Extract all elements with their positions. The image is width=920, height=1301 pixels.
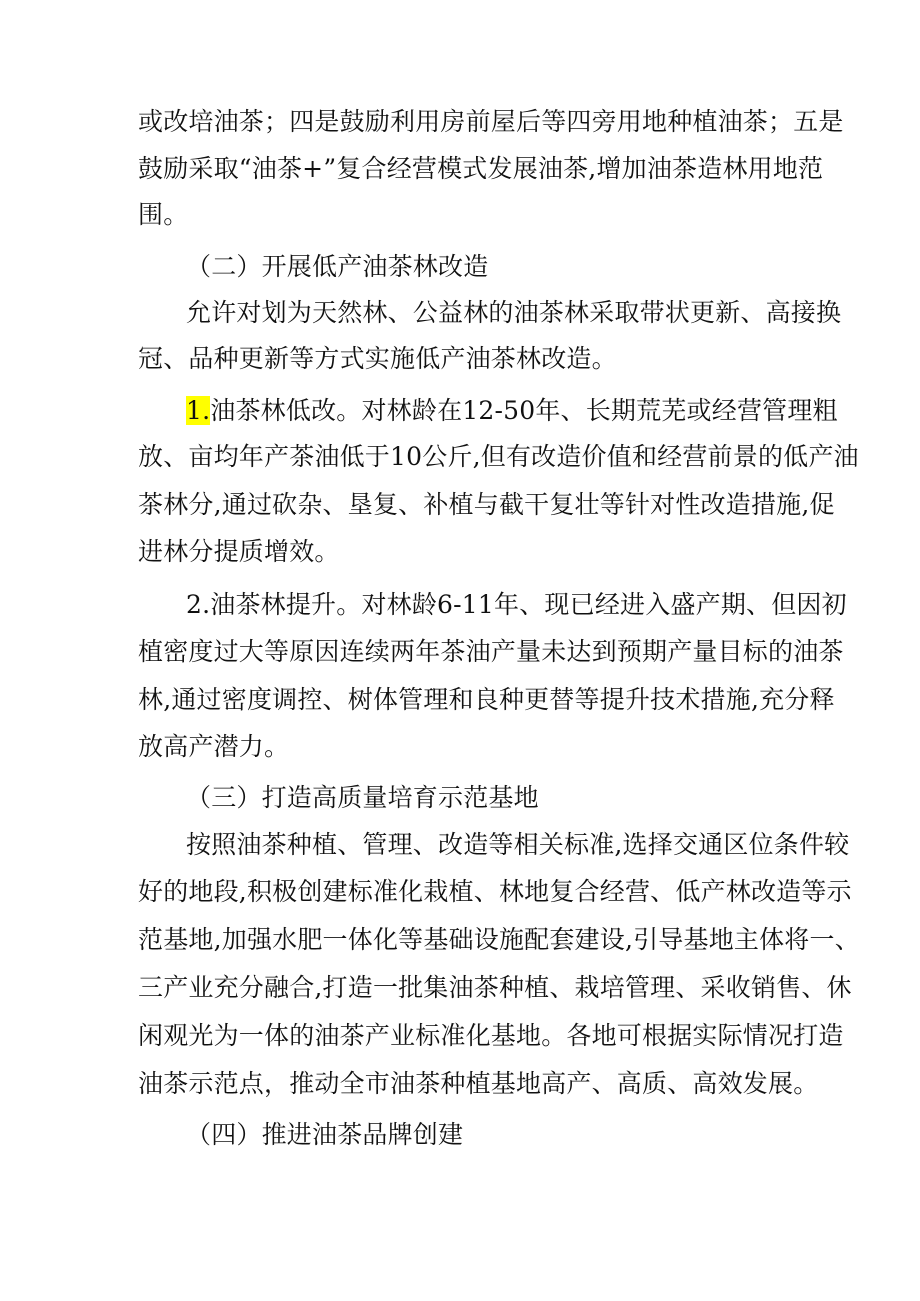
body-text-line: 三产业充分融合,打造一批集油茶种植、栽培管理、采收销售、休 [138, 973, 852, 1002]
body-text-line: 范基地,加强水肥一体化等基础设施配套建设,引导基地主体将一、 [138, 925, 860, 954]
body-text-line: 按照油茶种植、管理、改造等相关标准,选择交通区位条件较 [186, 830, 850, 859]
highlighted-list-number: 1. [186, 396, 211, 425]
body-text-line: 围。 [138, 200, 189, 229]
list-item-2-first-line: 2.油茶林提升。对林龄6-11年、现已经进入盛产期、但因初 [186, 590, 847, 619]
body-text-line: 进林分提质增效。 [138, 537, 340, 566]
body-text-line: 油茶示范点，推动全市油茶种植基地高产、高质、高效发展。 [138, 1069, 819, 1098]
list-item-1-text: 油茶林低改。对林龄在12-50年、长期荒芜或经营管理粗 [210, 396, 838, 425]
section-heading-4: （四）推进油茶品牌创建 [186, 1120, 464, 1149]
body-text-line: 林,通过密度调控、树体管理和良种更替等提升技术措施,充分释 [138, 685, 835, 714]
body-text-line: 放、亩均年产茶油低于10公斤,但有改造价值和经营前景的低产油 [138, 442, 859, 471]
body-text-line: 好的地段,积极创建标准化栽植、林地复合经营、低产林改造等示 [138, 877, 852, 906]
body-text-line: 茶林分,通过砍杂、垦复、补植与截干复壮等针对性改造措施,促 [138, 490, 835, 519]
list-item-1-first-line [186, 396, 846, 426]
body-text-line: 冠、品种更新等方式实施低产油茶林改造。 [138, 344, 617, 373]
section-heading-2: （二）开展低产油茶林改造 [186, 252, 489, 281]
body-text-line: 放高产潜力。 [138, 732, 290, 761]
body-text-line: 允许对划为天然林、公益林的油茶林采取带状更新、高接换 [186, 298, 842, 327]
body-text-line: 闲观光为一体的油茶产业标准化基地。各地可根据实际情况打造 [138, 1021, 844, 1050]
section-heading-3: （三）打造高质量培育示范基地 [186, 783, 539, 812]
body-text-line: 植密度过大等原因连续两年茶油产量未达到预期产量目标的油茶 [138, 637, 844, 666]
body-text-line: 或改培油茶；四是鼓励利用房前屋后等四旁用地种植油茶；五是 [138, 107, 844, 136]
body-text-line: 鼓励采取“油茶+”复合经营模式发展油茶,增加油茶造林用地范 [138, 154, 824, 183]
